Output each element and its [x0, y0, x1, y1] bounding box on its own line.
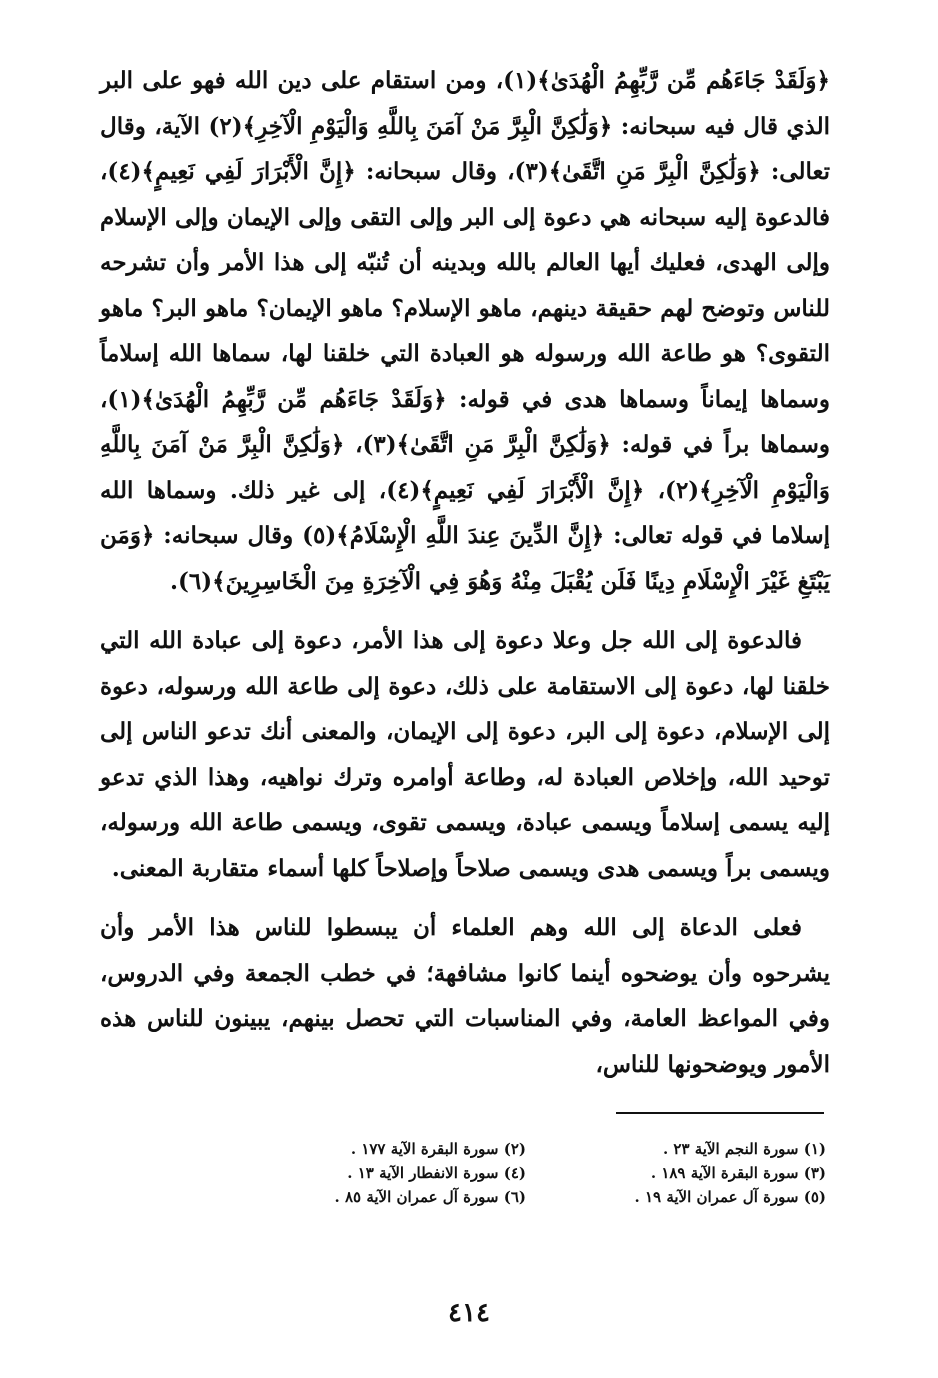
- footnote-2: (٢) سورة البقرة الآية ١٧٧ .: [350, 1140, 526, 1158]
- footnote-separator: [616, 1112, 824, 1114]
- paragraph-2: فالدعوة إلى الله جل وعلا دعوة إلى هذا الأمر، دعوة إلى عبادة الله التي خلقنا لها، دعوة إلى الاستقامة على ذلك، دعوة إلى طاعة الله ورسوله، دعوة إلى الإسلام، دعوة إلى البر، دعوة إلى الإيمان، والمعنى أنك تدعو الناس إلى توحيد الله، وإخلاص العبادة له، وطاعة أوامره وترك نواهيه، وهذا الذي تدعو إليه يسمى إسلاماً ويسمى عبادة، ويسمى تقوى، ويسمى طاعة الله ورسوله، ويسمى براً ويسمى هدى ويسمى صلاحاً وإصلاحاً كلها أسماء متقاربة المعنى.: [100, 627, 830, 882]
- footnote-3: (٣) سورة البقرة الآية ١٨٩ .: [650, 1164, 826, 1182]
- footnote-4: (٤) سورة الانفطار الآية ١٣ .: [347, 1164, 526, 1182]
- footnotes: [266, 1138, 826, 1208]
- page-number: ٤١٤: [448, 1298, 490, 1328]
- paragraph-3: فعلى الدعاة إلى الله وهم العلماء أن يبسطوا للناس هذا الأمر وأن يشرحوه وأن يوضحوه أينما كانوا مشافهة؛ في خطب الجمعة وفي الدروس، وفي المواعظ العامة، وفي المناسبات التي تحصل بينهم، يبينون للناس هذه الأمور ويوضحونها للناس،: [100, 914, 830, 1078]
- footnote-1: (١) سورة النجم الآية ٢٣ .: [662, 1140, 826, 1158]
- body-text: [100, 58, 830, 1087]
- footnote-5: (٥) سورة آل عمران الآية ١٩ .: [634, 1188, 826, 1206]
- footnote-6: (٦) سورة آل عمران الآية ٨٥ .: [334, 1188, 526, 1206]
- paragraph-1: ﴿وَلَقَدْ جَاءَهُم مِّن رَّبِّهِمُ الْهُدَىٰ﴾(١)، ومن استقام على دين الله فهو على البر الذي قال فيه سبحانه: ﴿وَلَٰكِنَّ الْبِرَّ مَنْ آمَنَ بِاللَّهِ وَالْيَوْمِ الْآخِرِ﴾(٢) الآية، وقال تعالى: ﴿وَلَٰكِنَّ الْبِرَّ مَنِ اتَّقَىٰ﴾(٣)، وقال سبحانه: ﴿إِنَّ الْأَبْرَارَ لَفِي نَعِيمٍ﴾(٤)، فالدعوة إليه سبحانه هي دعوة إلى البر وإلى التقى وإلى الإيمان وإلى الإسلام وإلى الهدى، فعليك أيها العالم بالله وبدينه أن تُنبّه إلى هذا الأمر وأن تشرحه للناس وتوضح لهم حقيقة دينهم، ماهو الإسلام؟ ماهو الإيمان؟ ماهو البر؟ ماهو التقوى؟ هو طاعة الله ورسوله هو العبادة التي خلقنا لها، سماها الله إسلاماً وسماها إيماناً وسماها هدى في قوله: ﴿وَلَقَدْ جَاءَهُم مِّن رَّبِّهِمُ الْهُدَىٰ﴾(١)، وسماها براً في قوله: ﴿وَلَٰكِنَّ الْبِرَّ مَنِ اتَّقَىٰ﴾(٣)، ﴿وَلَٰكِنَّ الْبِرَّ مَنْ آمَنَ بِاللَّهِ وَالْيَوْمِ الْآخِرِ﴾(٢)، ﴿إِنَّ الْأَبْرَارَ لَفِي نَعِيمٍ﴾(٤)، إلى غير ذلك. وسماها الله إسلاما في قوله تعالى: ﴿إِنَّ الدِّينَ عِندَ اللَّهِ الْإِسْلَامُ﴾(٥) وقال سبحانه: ﴿وَمَن يَبْتَغِ غَيْرَ الْإِسْلَامِ دِينًا فَلَن يُقْبَلَ مِنْهُ وَهُوَ فِي الْآخِرَةِ مِنَ الْخَاسِرِينَ﴾(٦).: [100, 67, 831, 595]
